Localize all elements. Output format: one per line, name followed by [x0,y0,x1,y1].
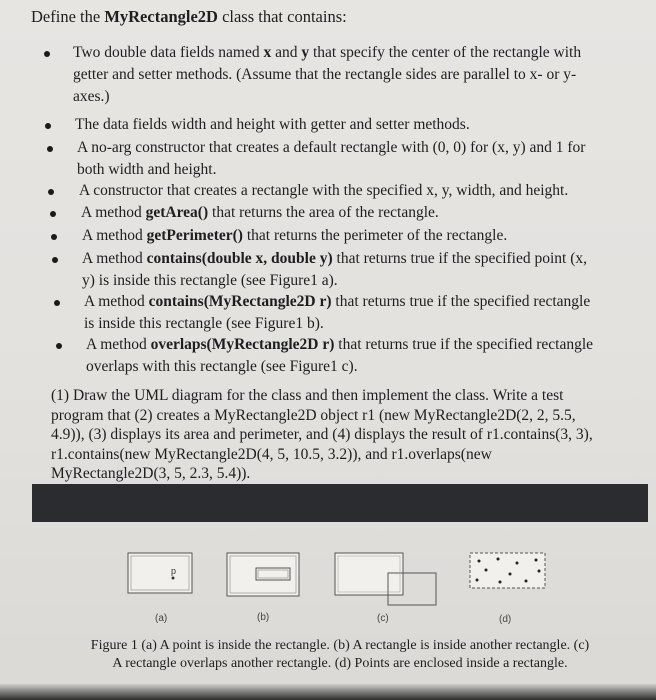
figure-d-rectangle [470,553,545,588]
bullet-dot [54,300,60,306]
bold-term: contains(MyRectangle2D r) [148,293,332,310]
bullet-dot [50,211,56,217]
bullet-item [75,114,640,136]
task-paragraph [51,386,631,484]
text-run: A constructor that creates a rectangle with the specified x, y, width, and height. [79,182,569,199]
figure-c-rectangle-1 [335,553,403,595]
text-run: y) is inside this rectangle (see Figure1 a). [82,271,338,289]
bold-term: overlaps(MyRectangle2D r) [150,336,335,353]
bullet-dot [47,146,53,152]
text-run: The data fields width and height with getter and setter methods. [75,116,470,133]
bold-term: getArea() [145,204,209,221]
text-run: that specify the center of the rectangle with [309,44,582,61]
text-run: A method [86,336,151,353]
bullet-line [73,42,640,64]
bullet-item [82,225,640,247]
bullet-line [86,334,640,356]
task-line: r1.contains(new MyRectangle2D(4, 5, 10.5, 3.2)), and r1.overlaps(new [51,445,492,463]
bullet-line [77,137,640,159]
bullet-item [82,248,640,291]
task-line: (1) Draw the UML diagram for the class and then implement the class. Write a test [51,387,564,404]
bullet-line [84,313,640,335]
figure-label-d: (d) [499,614,512,625]
task-line: 4.9)), (3) displays its area and perimeter, and (4) displays the result of r1.contains(3, 3), [51,426,593,443]
bullet-dot [48,189,54,195]
bullet-line [82,270,640,292]
figure-caption [40,637,640,673]
bullet-item [79,180,640,202]
bullet-item [86,334,640,377]
bold-term: x [263,44,272,61]
text-run: A no-arg constructor that creates a default rectangle with (0, 0) for (x, y) and 1 for [77,139,586,156]
bullet-item [77,137,640,180]
bullet-dot [44,51,50,57]
bullet-line [75,114,640,136]
text-run: and [271,44,302,61]
text-run: that returns true if the specified rectangle [331,293,591,310]
figure-a-point [172,577,175,580]
figure-label-c: (c) [377,613,389,624]
bold-term: contains(double x, double y) [146,250,333,267]
bold-term: y [301,44,310,61]
text-run: is inside this rectangle (see Figure1 b). [84,314,324,332]
caption-line: Figure 1 (a) A point is inside the rectangle. (b) A rectangle is inside another rectangle. (c) [90,638,590,653]
text-run: overlaps with this rectangle (see Figure1 c). [86,357,358,375]
figure-a-point-label: p [171,566,177,576]
bullet-item [73,42,640,108]
text-run: A method [82,227,147,244]
bullet-dot [52,257,58,263]
text-run: that returns the area of the rectangle. [208,204,439,221]
text-run: A method [82,250,147,267]
class-name: MyRectangle2D [104,7,218,26]
bullet-line [86,356,640,378]
text-run: A method [84,293,149,310]
text-run: both width and height. [77,160,217,178]
bullet-item [81,202,640,224]
page-heading: Define the MyRectangle2D class that contains: [31,7,347,26]
bullet-line [84,291,640,313]
figure-label-b: (b) [257,612,270,623]
bullet-item [84,291,640,334]
figure-label-a: (a) [155,613,168,624]
text-run: A method [81,204,146,221]
text-run: that returns true if the specified point (x, [332,250,588,267]
bullet-line [73,86,640,108]
text-run: axes.) [73,88,110,105]
text-run: that returns true if the specified rectangle [334,336,594,353]
bullet-line [79,180,640,202]
bullet-line [77,159,640,181]
bullet-dot [51,234,57,240]
figure-a-rectangle [128,553,192,593]
bullet-line [81,202,640,224]
bullet-dot [45,123,51,129]
text-run: that returns the perimeter of the rectangle. [242,227,508,244]
page-bottom-edge [0,684,656,700]
bullet-line [82,225,640,247]
text-run: getter and setter methods. (Assume that the rectangle sides are parallel to x- or y- [73,66,577,83]
task-line: MyRectangle2D(3, 5, 2.3, 5.4)). [51,465,251,482]
bullet-line [73,64,640,86]
bullet-line [82,248,640,270]
dark-divider-bar [32,484,648,522]
task-line: program that (2) creates a MyRectangle2D object r1 (new MyRectangle2D(2, 2, 5.5, [51,406,576,424]
bold-term: getPerimeter() [146,227,243,244]
text-run: Two double data fields named [73,44,264,61]
bullet-dot [56,343,62,349]
caption-line: A rectangle overlaps another rectangle. (d) Points are enclosed inside a rectangle. [112,656,568,671]
